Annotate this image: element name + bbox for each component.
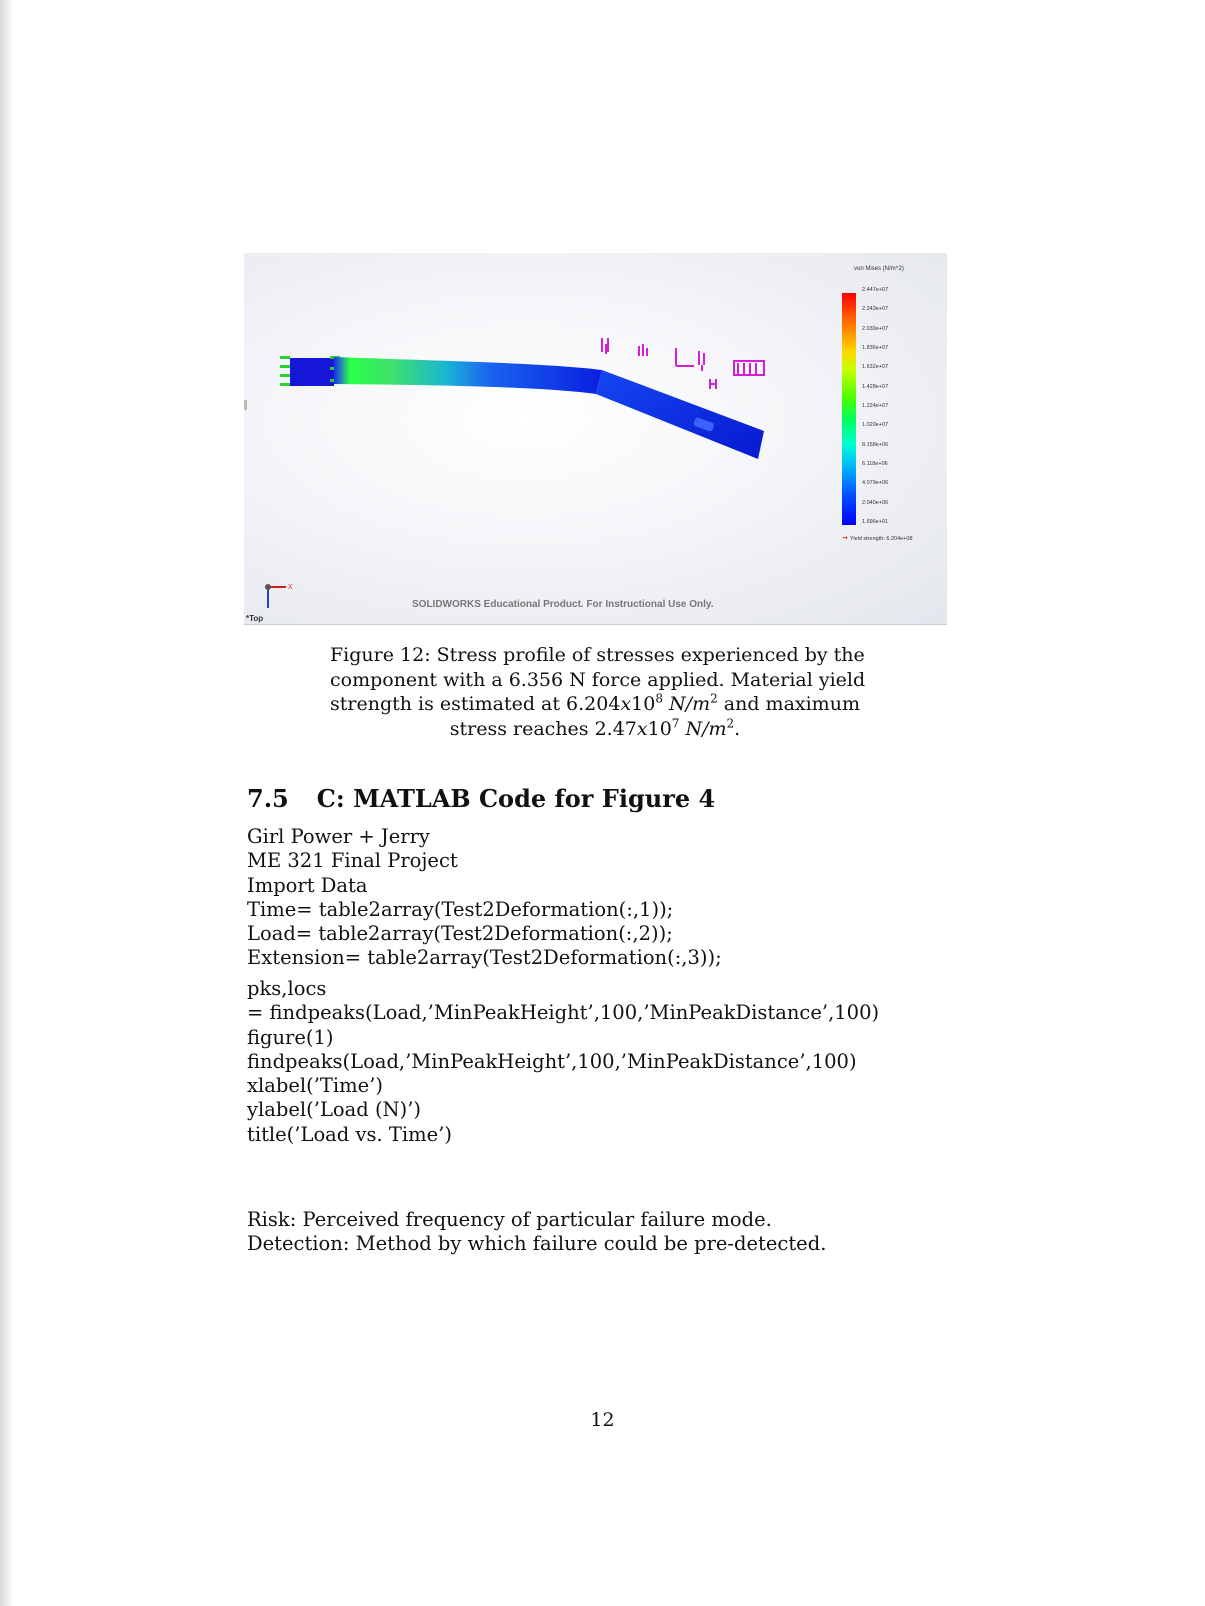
beam-body bbox=[334, 357, 602, 394]
text-line: ME 321 Final Project bbox=[247, 849, 458, 873]
caption-line: Figure 12: Stress profile of stresses experienced by the bbox=[330, 644, 865, 666]
code-block-plot bbox=[247, 977, 879, 1147]
caption-line: stress reaches $2.47x10^7$ $N/m^2$. bbox=[449, 716, 741, 740]
text-line: Risk: Perceived frequency of particular failure mode. bbox=[247, 1208, 772, 1231]
legend-tick-label: 1.428e+07 bbox=[862, 383, 889, 390]
fixture-block bbox=[290, 358, 334, 386]
legend-tick-label: 2.039e+07 bbox=[862, 325, 889, 332]
text-line: xlabel(’Time’) bbox=[247, 1074, 384, 1098]
legend-tick-label: 1.020e+07 bbox=[862, 422, 889, 429]
section-number: 7.5 bbox=[247, 784, 289, 813]
text-line: Import Data bbox=[247, 873, 368, 897]
legend-tick-label: 1.696e+01 bbox=[862, 519, 889, 525]
legend-tick-label: 1.632e+07 bbox=[862, 364, 889, 371]
section-heading bbox=[247, 784, 715, 813]
legend-color-scale bbox=[842, 293, 856, 525]
definitions-block bbox=[247, 1208, 826, 1257]
text-line: Detection: Method by which failure could be pre-detected. bbox=[247, 1232, 827, 1256]
beam-arm bbox=[596, 370, 764, 459]
legend-tick-label: 2.040e+06 bbox=[862, 499, 889, 506]
axis-triad bbox=[265, 584, 286, 608]
legend-tick-label: 2.447e+07 bbox=[862, 287, 889, 293]
legend-tick-label: 4.079e+06 bbox=[862, 480, 889, 487]
code-block-import bbox=[247, 825, 722, 971]
section-title: C: MATLAB Code for Figure 4 bbox=[316, 784, 716, 813]
stress-figure bbox=[244, 253, 947, 625]
legend-tick-label: 2.243e+07 bbox=[862, 306, 889, 313]
legend-tick-label: 1.836e+07 bbox=[862, 345, 889, 351]
legend-tick-label: 1.224e+07 bbox=[862, 403, 889, 409]
text-line: figure(1) bbox=[247, 1025, 334, 1049]
text-line: Load= table2array(Test2Deformation(:,2)); bbox=[247, 922, 673, 946]
figure-caption bbox=[330, 643, 866, 741]
yield-strength-note bbox=[842, 534, 913, 542]
text-line: findpeaks(Load,’MinPeakHeight’,100,’MinPeakDistance’,100) bbox=[247, 1049, 857, 1073]
view-orientation-label: *Top bbox=[246, 614, 264, 623]
legend-tick-label: 6.118e+06 bbox=[862, 461, 888, 467]
software-watermark: SOLIDWORKS Educational Product. For Instructional Use Only. bbox=[412, 599, 714, 610]
legend-tick-labels bbox=[862, 287, 942, 527]
text-line: Girl Power + Jerry bbox=[247, 825, 430, 848]
text-line: ylabel(’Load (N)’) bbox=[247, 1098, 422, 1122]
page-number: 12 bbox=[590, 1409, 615, 1431]
text-line: title(’Load vs. Time’) bbox=[247, 1122, 452, 1146]
text-line: Time= table2array(Test2Deformation(:,1)); bbox=[247, 897, 674, 921]
text-line: = findpeaks(Load,’MinPeakHeight’,100,’MinPeakDistance’,100) bbox=[247, 1001, 880, 1025]
legend-title: von Mises (N/m^2) bbox=[854, 266, 904, 272]
caption-line: component with a 6.356 N force applied. Material yield bbox=[330, 668, 866, 691]
caption-line: strength is estimated at $6.204x10^8$ $N/m^2$ and maximum bbox=[330, 691, 860, 715]
axis-x-label: X bbox=[288, 584, 293, 591]
text-line: pks,locs bbox=[247, 977, 327, 1000]
red-arrow-icon: ➞ bbox=[842, 535, 848, 542]
yield-strength-text: Yield strength: 6.204e+08 bbox=[849, 536, 913, 542]
text-line: Extension= table2array(Test2Deformation(:,3)); bbox=[247, 946, 722, 970]
legend-tick-label: 8.158e+06 bbox=[862, 441, 889, 448]
